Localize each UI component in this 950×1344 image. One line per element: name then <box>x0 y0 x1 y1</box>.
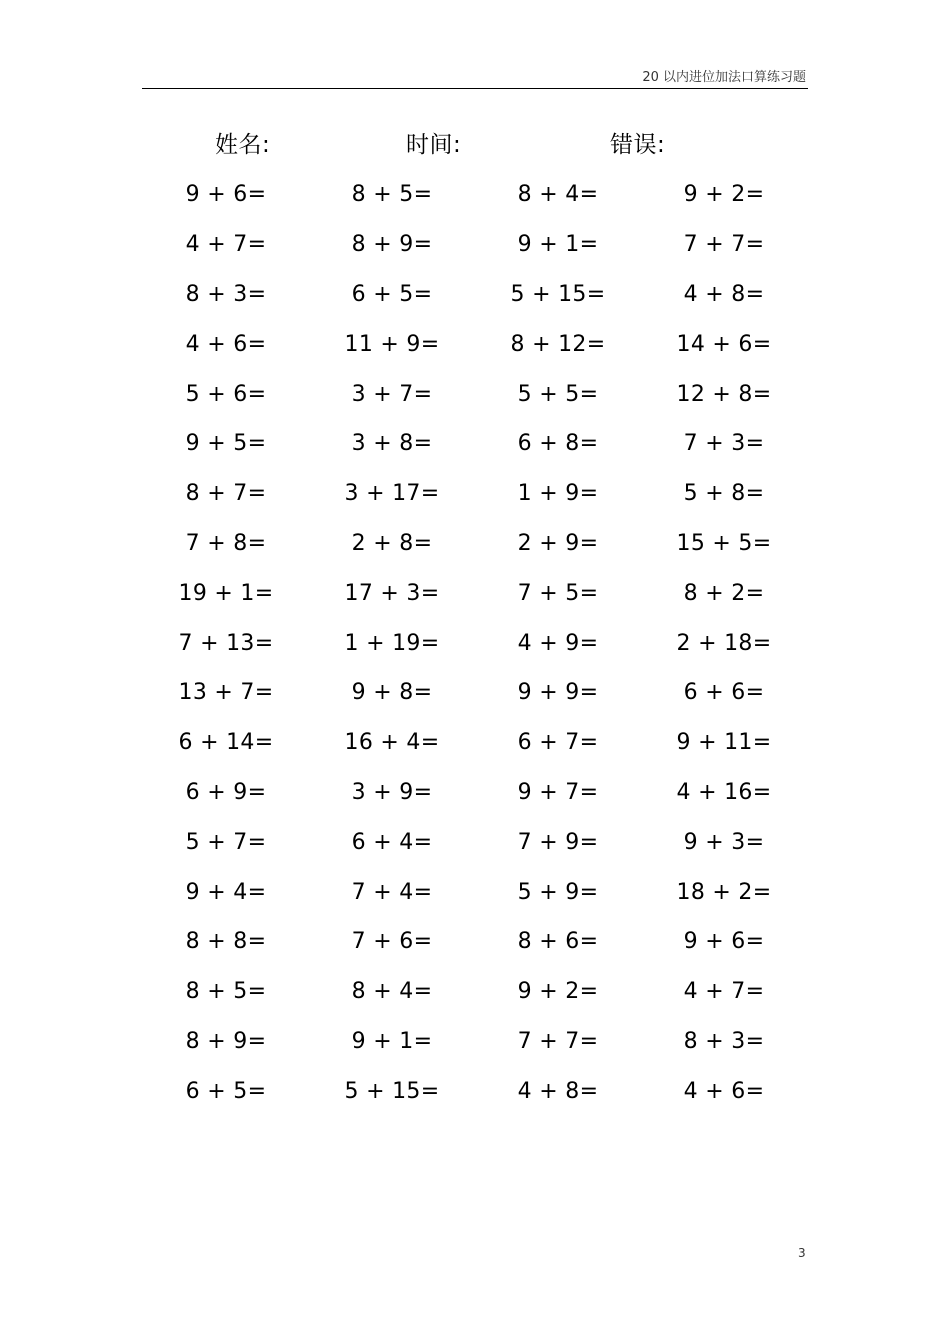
problem-item: 7 + 3= <box>683 431 765 457</box>
problem-item: 4 + 6= <box>683 1078 765 1104</box>
problem-item: 1 + 19= <box>344 630 440 656</box>
problem-item: 3 + 8= <box>351 431 433 457</box>
problem-item: 4 + 6= <box>185 331 267 357</box>
problem-item: 7 + 7= <box>683 232 765 258</box>
problem-item: 7 + 9= <box>517 829 599 855</box>
problem-item: 4 + 9= <box>517 630 599 656</box>
problem-item: 18 + 2= <box>676 879 772 905</box>
problem-item: 13 + 7= <box>178 680 274 706</box>
problem-item: 4 + 16= <box>676 779 772 805</box>
problem-item: 11 + 9= <box>344 331 440 357</box>
problem-item: 6 + 6= <box>683 680 765 706</box>
problem-item: 15 + 5= <box>676 530 772 556</box>
problem-item: 8 + 2= <box>683 580 765 606</box>
problem-item: 9 + 4= <box>185 879 267 905</box>
problem-item: 8 + 6= <box>517 929 599 955</box>
problem-item: 8 + 9= <box>351 232 433 258</box>
problem-item: 9 + 1= <box>351 1028 433 1054</box>
problem-item: 3 + 9= <box>351 779 433 805</box>
problem-item: 9 + 1= <box>517 232 599 258</box>
header-divider <box>142 88 808 89</box>
problem-item: 12 + 8= <box>676 381 772 407</box>
problem-item: 9 + 3= <box>683 829 765 855</box>
problem-item: 3 + 7= <box>351 381 433 407</box>
problem-item: 8 + 8= <box>185 929 267 955</box>
name-label: 姓名: <box>215 132 271 158</box>
problem-item: 16 + 4= <box>344 730 440 756</box>
problem-item: 3 + 17= <box>344 481 440 507</box>
problem-item: 9 + 5= <box>185 431 267 457</box>
problem-item: 6 + 7= <box>517 730 599 756</box>
time-label: 时间: <box>406 132 462 158</box>
problem-item: 9 + 2= <box>517 979 599 1005</box>
problem-item: 5 + 8= <box>683 481 765 507</box>
problem-item: 8 + 4= <box>517 182 599 208</box>
problem-item: 14 + 6= <box>676 331 772 357</box>
problem-item: 5 + 9= <box>517 879 599 905</box>
problem-item: 8 + 3= <box>683 1028 765 1054</box>
problem-item: 19 + 1= <box>178 580 274 606</box>
problem-item: 6 + 8= <box>517 431 599 457</box>
problem-item: 2 + 18= <box>676 630 772 656</box>
problem-item: 4 + 8= <box>517 1078 599 1104</box>
problem-item: 8 + 12= <box>510 331 606 357</box>
problem-item: 4 + 7= <box>185 232 267 258</box>
problem-item: 9 + 8= <box>351 680 433 706</box>
problem-item: 6 + 4= <box>351 829 433 855</box>
problem-item: 4 + 7= <box>683 979 765 1005</box>
problem-item: 7 + 7= <box>517 1028 599 1054</box>
problem-item: 8 + 5= <box>185 979 267 1005</box>
problem-item: 9 + 2= <box>683 182 765 208</box>
problem-item: 5 + 5= <box>517 381 599 407</box>
problem-item: 1 + 9= <box>517 481 599 507</box>
problem-item: 8 + 4= <box>351 979 433 1005</box>
problem-item: 7 + 5= <box>517 580 599 606</box>
problem-item: 5 + 15= <box>344 1078 440 1104</box>
problem-item: 8 + 9= <box>185 1028 267 1054</box>
problem-item: 8 + 5= <box>351 182 433 208</box>
problem-item: 9 + 6= <box>683 929 765 955</box>
problem-item: 4 + 8= <box>683 281 765 307</box>
problem-item: 5 + 15= <box>510 281 606 307</box>
problem-item: 8 + 7= <box>185 481 267 507</box>
problem-item: 8 + 3= <box>185 281 267 307</box>
page-number: 3 <box>798 1246 806 1260</box>
problem-item: 2 + 8= <box>351 530 433 556</box>
problem-item: 9 + 6= <box>185 182 267 208</box>
problem-item: 7 + 13= <box>178 630 274 656</box>
problem-item: 6 + 5= <box>351 281 433 307</box>
problem-item: 6 + 5= <box>185 1078 267 1104</box>
problem-item: 9 + 9= <box>517 680 599 706</box>
problem-item: 6 + 9= <box>185 779 267 805</box>
problem-item: 7 + 8= <box>185 530 267 556</box>
problem-item: 7 + 4= <box>351 879 433 905</box>
problem-item: 6 + 14= <box>178 730 274 756</box>
problem-item: 5 + 7= <box>185 829 267 855</box>
problem-item: 7 + 6= <box>351 929 433 955</box>
problem-item: 2 + 9= <box>517 530 599 556</box>
problem-grid <box>143 170 807 1116</box>
page-header-title: 20 以内进位加法口算练习题 <box>642 70 806 85</box>
errors-label: 错误: <box>610 132 666 158</box>
problem-item: 9 + 11= <box>676 730 772 756</box>
problem-item: 17 + 3= <box>344 580 440 606</box>
problem-item: 5 + 6= <box>185 381 267 407</box>
problem-item: 9 + 7= <box>517 779 599 805</box>
